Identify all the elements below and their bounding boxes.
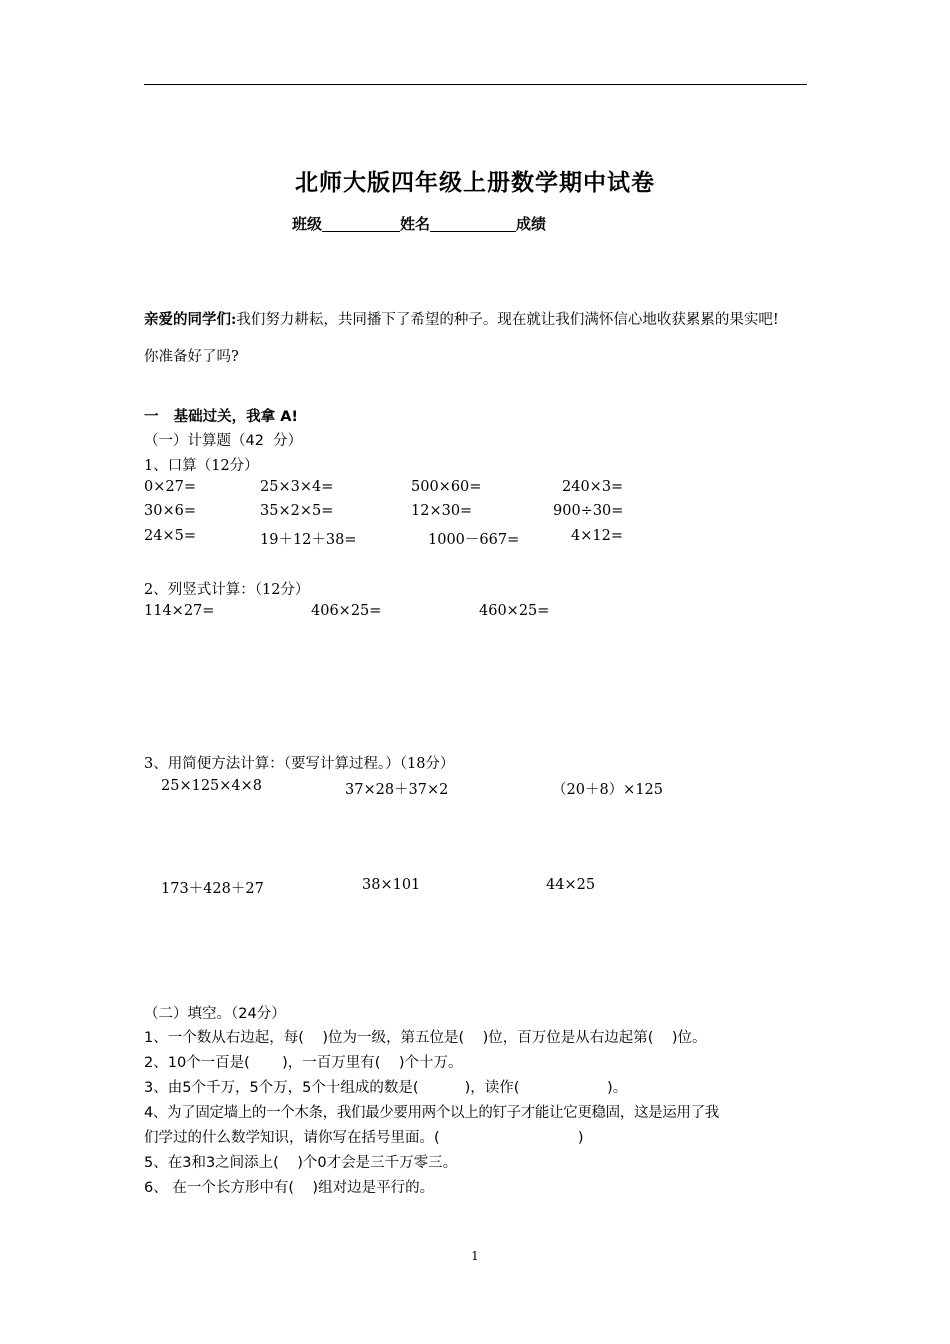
- q2-item: 460×25=: [479, 603, 550, 619]
- page-number: 1: [471, 1249, 479, 1263]
- intro-line-1: [144, 308, 779, 329]
- q1-title: 1、口算（12分）: [144, 458, 259, 474]
- fill-q1: 1、一个数从右边起，每( )位为一级，第五位是( )位，百万位是从右边起第( )位。: [144, 1030, 707, 1046]
- q3-item: 38×101: [362, 877, 421, 893]
- q3-item: 173＋428＋27: [161, 881, 264, 897]
- name-blank[interactable]: [430, 215, 516, 232]
- q2-item: 114×27=: [144, 603, 215, 619]
- q1-cell: 500×60=: [411, 479, 482, 495]
- q1-cell: 24×5=: [144, 528, 196, 544]
- part2-heading: （二）填空。（24分）: [144, 1006, 286, 1022]
- q1-cell: 0×27=: [144, 479, 196, 495]
- q3-item: （20＋8）×125: [552, 782, 664, 798]
- fill-q6: 6、 在一个长方形中有( )组对边是平行的。: [144, 1180, 435, 1196]
- q1-cell: 4×12=: [571, 528, 623, 544]
- q1-cell: 12×30=: [411, 503, 473, 519]
- q2-item: 406×25=: [311, 603, 382, 619]
- q3-title: 3、用简便方法计算：（要写计算过程。）（18分）: [144, 756, 455, 772]
- header-rule: [144, 84, 807, 85]
- q3-item: 44×25: [546, 877, 596, 893]
- q1-cell: 240×3=: [562, 479, 624, 495]
- name-label: 姓名: [400, 215, 431, 233]
- fill-q4-line2: 们学过的什么数学知识，请你写在括号里面。( ): [144, 1130, 584, 1146]
- q3-item: 25×125×4×8: [161, 778, 263, 794]
- fill-q4-line1: 4、为了固定墙上的一个木条，我们最少要用两个以上的钉子才能让它更稳固，这是运用了我: [144, 1105, 719, 1121]
- class-label: 班级: [292, 215, 323, 233]
- q1-cell: 19＋12＋38=: [260, 532, 357, 548]
- intro-line-2: 你准备好了吗?: [144, 349, 239, 365]
- intro-lead: 亲爱的同学们:: [144, 311, 237, 328]
- class-blank[interactable]: [322, 215, 400, 232]
- student-info-line: [292, 213, 546, 234]
- intro-text: 我们努力耕耘，共同播下了希望的种子。现在就让我们满怀信心地收获累累的果实吧!: [236, 312, 779, 328]
- q1-cell: 900÷30=: [553, 503, 624, 519]
- q1-cell: 35×2×5=: [260, 503, 334, 519]
- q1-cell: 25×3×4=: [260, 479, 334, 495]
- q1-cell: 30×6=: [144, 503, 196, 519]
- q2-title: 2、列竖式计算：（12分）: [144, 582, 310, 598]
- page-title: 北师大版四年级上册数学期中试卷: [295, 169, 655, 196]
- part1-heading: （一）计算题（42 分）: [144, 433, 303, 449]
- fill-q3: 3、由5个千万，5个万，5个十组成的数是( )，读作( )。: [144, 1080, 628, 1096]
- section1-heading: 一 基础过关，我拿 A!: [144, 409, 299, 425]
- q3-item: 37×28＋37×2: [345, 782, 449, 798]
- score-label: 成绩: [516, 215, 547, 233]
- fill-q2: 2、10个一百是( )，一百万里有( )个十万。: [144, 1055, 463, 1071]
- q1-cell: 1000－667=: [428, 532, 520, 548]
- fill-q5: 5、在3和3之间添上( )个0才会是三千万零三。: [144, 1155, 458, 1171]
